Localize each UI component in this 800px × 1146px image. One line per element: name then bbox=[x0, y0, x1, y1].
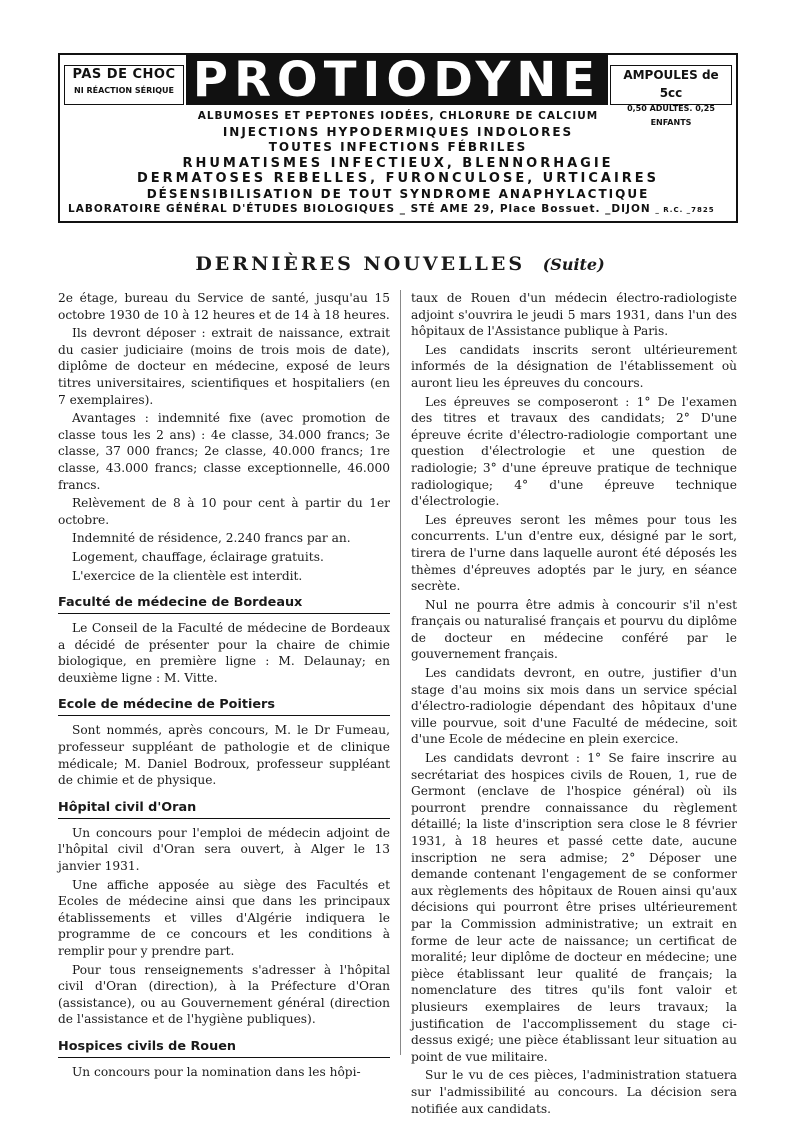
paragraph: 2e étage, bureau du Service de santé, jusqu'au 15 octobre 1930 de 10 à 12 heures et de 14 à 18 heures. bbox=[58, 291, 390, 322]
page-title-suite: (Suite) bbox=[542, 255, 605, 274]
paragraph: Le Conseil de la Faculté de médecine de Bordeaux a décidé de présenter pour la chaire de chimie biologique, en première ligne : M. Delaunay; en deuxième ligne : M. Vitte. bbox=[58, 621, 390, 685]
paragraph: taux de Rouen d'un médecin électro-radiologiste adjoint s'ouvrira le jeudi 5 mars 1931, dans l'un des hôpitaux de l'Assistance publique à Paris. bbox=[411, 291, 737, 339]
paragraph: L'exercice de la clientèle est interdit. bbox=[72, 568, 303, 583]
ad-line: TOUTES INFECTIONS FÉBRILES bbox=[268, 140, 528, 154]
paragraph: Nul ne pourra être admis à concourir s'il n'est français ou naturalisé français et pourvu du diplôme de docteur en médecine conféré par le gouvernement français. bbox=[411, 597, 737, 662]
page-title-text: DERNIÈRES NOUVELLES bbox=[195, 253, 526, 275]
paragraph: Ils devront déposer : extrait de naissance, extrait du casier judiciaire (moins de trois mois de date), diplôme de docteur en médecine, exposé de leurs titres universitaires, scientifiques et hospitaliers (en 7 exemplaires). bbox=[58, 326, 390, 407]
ad-left-line1: PAS DE CHOC bbox=[72, 67, 176, 82]
paragraph: Un concours pour la nomination dans les hôpi- bbox=[72, 1064, 361, 1079]
section-heading-bordeaux: Faculté de médecine de Bordeaux bbox=[58, 594, 390, 614]
paragraph: Les candidats inscrits seront ultérieurement informés de la désignation de l'établissement où auront lieu les épreuves du concours. bbox=[411, 342, 737, 390]
column-divider bbox=[400, 290, 401, 1055]
paragraph: Sur le vu de ces pièces, l'administration statuera sur l'admissibilité au concours. La décision sera notifiée aux candidats. bbox=[411, 1068, 737, 1116]
left-column bbox=[58, 290, 390, 1083]
ad-right-line1: AMPOULES de 5cc bbox=[623, 68, 719, 100]
ad-line: ALBUMOSES ET PEPTONES IODÉES, CHLORURE DE CALCIUM bbox=[197, 110, 599, 122]
paragraph: Indemnité de résidence, 2.240 francs par an. bbox=[72, 531, 351, 546]
paragraph: Avantages : indemnité fixe (avec promotion de classe tous les 2 ans) : 4e classe, 34.000 francs; 3e classe, 37 000 francs; 2e classe, 40.000 francs; 1re classe, 43.000 francs; classe exceptionnelle, 46.000 francs. bbox=[58, 411, 390, 492]
paragraph: Les épreuves seront les mêmes pour tous les concurrents. L'un d'entre eux, désigné par le sort, tirera de l'urne dans laquelle auront été déposés les thèmes d'épreuves adoptés par le jury, en séance secrète. bbox=[411, 512, 737, 594]
ad-right-line2: 0,50 ADULTES. 0,25 ENFANTS bbox=[627, 104, 715, 127]
ad-line: RHUMATISMES INFECTIEUX, BLENNORHAGIE bbox=[182, 155, 614, 171]
ad-left-box bbox=[64, 65, 184, 105]
ad-right-box bbox=[610, 65, 732, 127]
ad-line: DÉSENSIBILISATION DE TOUT SYNDROME ANAPHYLACTIQUE bbox=[146, 186, 650, 201]
section-heading-poitiers: Ecole de médecine de Poitiers bbox=[58, 696, 390, 716]
ad-rc-number: _ R.C. _7825 bbox=[655, 206, 715, 214]
paragraph: Les candidats devront, en outre, justifier d'un stage d'au moins six mois dans un service spécial d'électro-radiologie dépendant des hôpitaux d'une ville pourvue, soit d'une Faculté de médecine, soit d'une Ecole de médecine en plein exercice. bbox=[411, 666, 737, 747]
paragraph: Relèvement de 8 à 10 pour cent à partir du 1er octobre. bbox=[58, 496, 390, 527]
paragraph: Un concours pour l'emploi de médecin adjoint de l'hôpital civil d'Oran sera ouvert, à Alger le 13 janvier 1931. bbox=[58, 825, 390, 874]
paragraph: Une affiche apposée au siège des Facultés et Ecoles de médecine ainsi que dans les principaux établissements et villes d'Algérie indiquera le programme de ce concours et les conditions à remplir pour y prendre part. bbox=[58, 877, 390, 958]
protiodyne-advertisement bbox=[58, 53, 738, 223]
paragraph: Les épreuves se composeront : 1° De l'examen des titres et travaux des candidats; 2° D'une épreuve écrite d'électro-radiologie comportant une question d'électrologie et une question de radiologie; 3° d'une épreuve pratique de technique radiologique; 4° d'une épreuve technique d'électrologie. bbox=[411, 394, 737, 509]
paragraph: Logement, chauffage, éclairage gratuits. bbox=[72, 549, 324, 564]
ad-line: INJECTIONS HYPODERMIQUES INDOLORES bbox=[222, 124, 574, 139]
page-title bbox=[0, 253, 800, 275]
section-heading-rouen: Hospices civils de Rouen bbox=[58, 1038, 390, 1058]
paragraph: Sont nommés, après concours, M. le Dr Fumeau, professeur suppléant de pathologie et de clinique médicale; M. Daniel Bodroux, professeur suppléant de chimie et de physique. bbox=[58, 723, 390, 788]
ad-laboratory-line bbox=[68, 203, 732, 215]
ad-line: DERMATOSES REBELLES, FURONCULOSE, URTICAIRES bbox=[136, 171, 660, 186]
right-column bbox=[411, 290, 737, 1119]
paragraph: Les candidats devront : 1° Se faire inscrire au secrétariat des hospices civils de Rouen, 1, rue de Germont (enclave de l'hospice général) où ils pourront prendre connaissance du règlement détaillé; la liste d'inscription sera close le 8 février 1931, à 18 heures et passé cette date, aucune inscription ne sera admise; 2° Déposer une demande contenant l'engagement de se conformer aux règlements des hôpitaux de Rouen ainsi qu'aux décisions qui pourront être prises ultérieurement par la Commission administrative; un extrait en forme de leur acte de naissance; un certificat de moralité; leur diplôme de docteur en médecine; une pièce établissant leur qualité de français; la nomenclature des titres qu'ils font valoir et plusieurs exemplaires de leurs travaux; la justification de l'accomplissement du stage ci-dessus exigé; une pièce établissant leur situation au point de vue militaire. bbox=[411, 751, 737, 1064]
ad-brand-name: PROTIODYNE bbox=[186, 55, 608, 105]
ad-laboratory: LABORATOIRE GÉNÉRAL D'ÉTUDES BIOLOGIQUES _ STÉ AME 29, Place Bossuet. _DIJON bbox=[68, 203, 651, 215]
ad-left-line2: NI RÉACTION SÉRIQUE bbox=[74, 86, 174, 95]
paragraph: Pour tous renseignements s'adresser à l'hôpital civil d'Oran (direction), à la Préfecture d'Oran (assistance), ou au Gouvernement général (direction de l'assistance et de l'hygiène publiques). bbox=[58, 962, 390, 1027]
ad-indications bbox=[60, 109, 736, 202]
section-heading-oran: Hôpital civil d'Oran bbox=[58, 799, 390, 819]
